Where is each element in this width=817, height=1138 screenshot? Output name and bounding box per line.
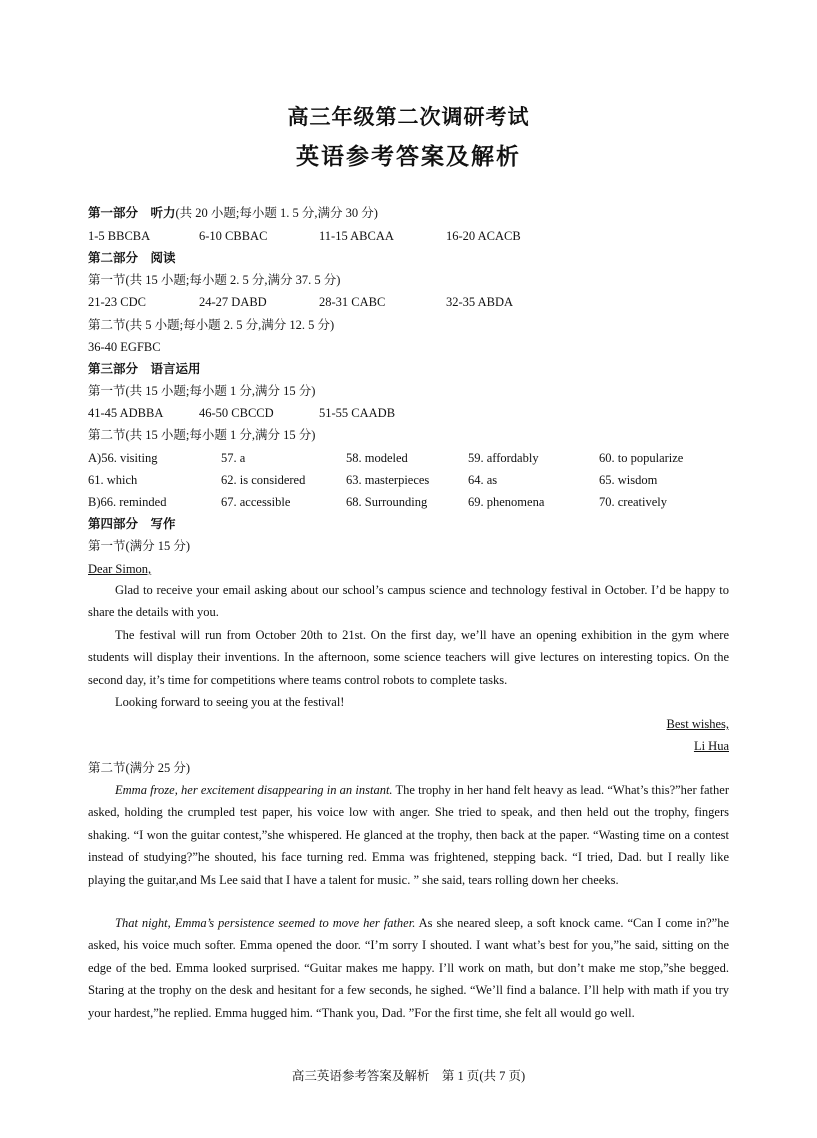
- cloze-answer: 57. a: [221, 451, 246, 465]
- story-paragraph: [88, 779, 729, 891]
- cloze-answer: 60. to popularize: [599, 451, 684, 465]
- page-subtitle: 英语参考答案及解析: [296, 144, 521, 169]
- letter-signature: Li Hua: [693, 739, 729, 753]
- answer-group: 28-31 CABC: [319, 295, 386, 309]
- answer-group: 51-55 CAADB: [319, 406, 396, 420]
- part1-heading: 第一部分 听力: [88, 206, 176, 220]
- part1-heading-line: [88, 205, 378, 221]
- cloze-answer: 59. affordably: [468, 451, 539, 465]
- letter-paragraph: Looking forward to seeing you at the festival!: [115, 695, 345, 709]
- cloze-answer: 68. Surrounding: [346, 495, 428, 509]
- part2-heading: 第二部分 阅读: [88, 251, 176, 265]
- part4-section1-note: 第一节(满分 15 分): [88, 539, 191, 553]
- answer-group: 16-20 ACACB: [446, 229, 521, 243]
- answer-group: 1-5 BBCBA: [88, 229, 151, 243]
- letter-paragraph: The festival will run from October 20th to 21st. On the first day, we’ll have an opening exhibition in the gym where students will display their inventions. In the afternoon, some science teachers will give lectures on interesting topics. On the second day, it’s time for competitions where teams control robots to complete tasks.: [88, 628, 729, 687]
- cloze-answer: 70. creatively: [599, 495, 668, 509]
- cloze-answer: 58. modeled: [346, 451, 408, 465]
- part4-heading: 第四部分 写作: [88, 517, 176, 531]
- answer-group: 32-35 ABDA: [446, 295, 514, 309]
- cloze-answer: 67. accessible: [221, 495, 291, 509]
- cloze-answer: 61. which: [88, 473, 138, 487]
- part4-section2-note: 第二节(满分 25 分): [88, 761, 191, 775]
- answer-group: 21-23 CDC: [88, 295, 146, 309]
- part3-heading: 第三部分 语言运用: [88, 362, 201, 376]
- letter-greeting: Dear Simon,: [88, 562, 152, 576]
- cloze-answer: 62. is considered: [221, 473, 306, 487]
- story-body: The trophy in her hand felt heavy as lead. “What’s this?”her father asked, holding the crumpled test paper, his voice low with anger. She tried to speak, and then held out the trophy, fingers shaking. “I won the guitar contest,”she whispered. He glanced at the trophy, then back at the paper. “Wasting time on a contest instead of studying?”he shouted, his face turning red. Emma was frightened, stepping back. “I tried, Dad. but I really like playing the guitar,and Ms Lee said that I have a talent for music. ” she said, tears rolling down her cheeks.: [88, 783, 729, 887]
- answer-group: 24-27 DABD: [199, 295, 267, 309]
- answer-group: 6-10 CBBAC: [199, 229, 268, 243]
- story-paragraph: [88, 912, 729, 1024]
- answer-group: 11-15 ABCAA: [319, 229, 394, 243]
- cloze-answer: A)56. visiting: [88, 451, 158, 465]
- page-title: 高三年级第二次调研考试: [287, 105, 530, 129]
- cloze-answer: 65. wisdom: [599, 473, 658, 487]
- story-lead-sentence: Emma froze, her excitement disappearing in an instant.: [115, 783, 393, 797]
- answer-group: 36-40 EGFBC: [88, 340, 161, 354]
- story-lead-sentence: That night, Emma’s persistence seemed to move her father.: [115, 916, 416, 930]
- cloze-answer: B)66. reminded: [88, 495, 167, 509]
- page-footer: 高三英语参考答案及解析 第 1 页(共 7 页): [291, 1069, 526, 1083]
- cloze-answer: 64. as: [468, 473, 498, 487]
- cloze-answer: 63. masterpieces: [346, 473, 430, 487]
- story-body: As she neared sleep, a soft knock came. “Can I come in?”he asked, his voice much softer. Emma opened the door. “I’m sorry I shouted. I want what’s best for you,”he said, sitting on the edge of the bed. Emma looked surprised. “Guitar makes me happy. I’ll work on math, but don’t make me stop,”she begged. Staring at the trophy on the desk and hesitant for a few seconds, he sighed. “We’ll find a balance. I’ll help with math if you try your hardest,”he replied. Emma hugged him. “Thank you, Dad. ”For the first time, she felt all would go well.: [88, 916, 729, 1020]
- part2-section2-note: 第二节(共 5 小题;每小题 2. 5 分,满分 12. 5 分): [88, 318, 335, 332]
- letter-paragraph: Glad to receive your email asking about our school’s campus science and technology festival in October. I’d be happy to share the details with you.: [88, 583, 729, 620]
- answer-group: 41-45 ADBBA: [88, 406, 164, 420]
- part2-section1-note: 第一节(共 15 小题;每小题 2. 5 分,满分 37. 5 分): [88, 273, 341, 287]
- part3-section2-note: 第二节(共 15 小题;每小题 1 分,满分 15 分): [88, 428, 316, 442]
- part1-note: (共 20 小题;每小题 1. 5 分,满分 30 分): [175, 206, 378, 220]
- part3-section1-note: 第一节(共 15 小题;每小题 1 分,满分 15 分): [88, 384, 316, 398]
- cloze-answer: 69. phenomena: [468, 495, 545, 509]
- answer-group: 46-50 CBCCD: [199, 406, 274, 420]
- letter-closing: Best wishes,: [666, 717, 729, 731]
